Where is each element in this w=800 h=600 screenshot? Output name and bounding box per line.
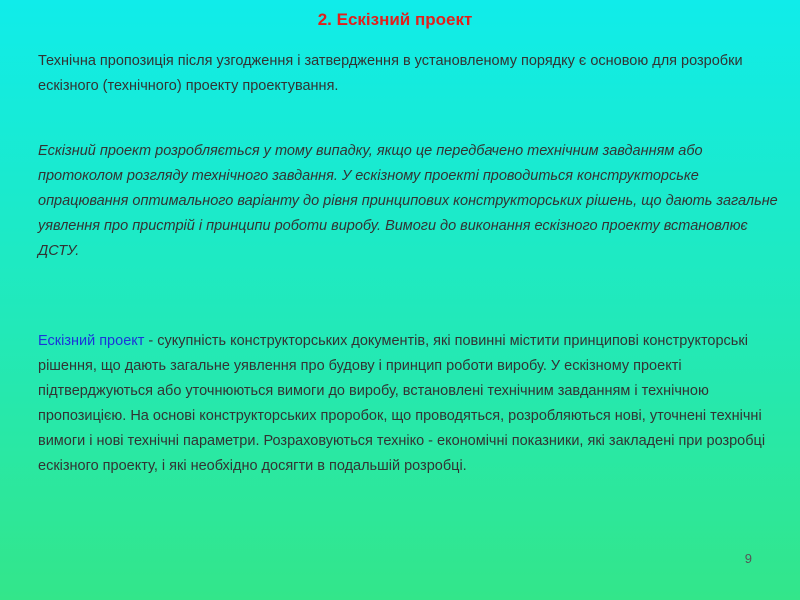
definition-text: - сукупність конструкторських документів, які повинні містити принципові конструкторські рішення, що дають загальне уявлення про будову і принцип роботи виробу. У ескізному проекті підтверджуються або уточнюються вимоги до виробу, встановлені технічним завданням і технічною пропозицією. На основі конструкторських проробок, що проводяться, розробляються нові, уточнені технічні вимоги і нові технічні параметри. Розраховуються техніко - економічні показники, які закладені при розробці ескізного проекту, і які необхідно досягти в подальшій розробці.: [38, 333, 766, 474]
definition-term: Ескізний проект: [38, 333, 145, 349]
slide-title: 2. Ескізний проект: [317, 10, 473, 29]
page-number: 9: [744, 551, 752, 566]
paragraph-intro: Технічна пропозиція після узгодження і затвердження в установленому порядку є основою для розробки ескізного (технічного) проекту проектування.: [38, 53, 743, 94]
paragraph-definition: [38, 329, 778, 479]
paragraph-italic: Ескізний проект розробляється у тому випадку, якщо це передбачено технічним завданням або протоколом розгляду технічного завдання. У ескізному проекті проводиться конструкторське опрацювання оптимального варіанту до рівня принципових конструкторських рішень, що дають загальне уявлення про пристрій і принципи роботи виробу. Вимоги до виконання ескізного проекту встановлює ДСТУ.: [38, 143, 778, 259]
